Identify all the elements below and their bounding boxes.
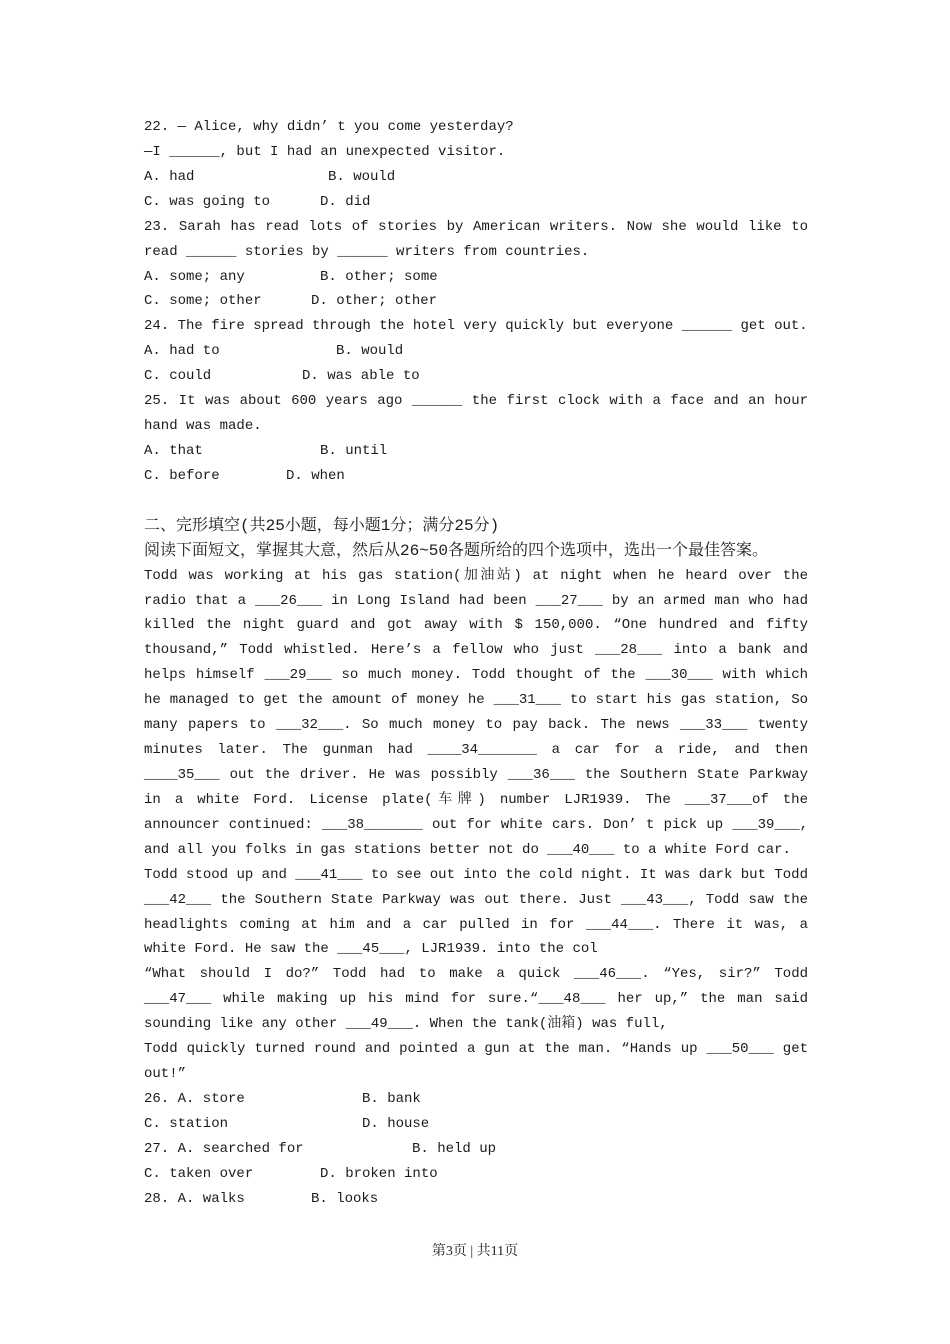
option-b: B. other; some (320, 268, 438, 285)
page-content (144, 115, 808, 1212)
option-b: B. until (320, 442, 388, 459)
option-c: C. station (144, 1115, 229, 1132)
passage-line: helps himself ___29___ so much money. Todd thought of the ___30___ with which (144, 667, 808, 684)
option-a: A. had (144, 168, 195, 185)
passage-line: radio that a ___26___ in Long Island had been ___27___ by an armed man who had (144, 592, 808, 609)
option-row (144, 165, 808, 190)
page-footer (0, 1242, 950, 1262)
option-c: C. was going to (144, 193, 271, 210)
option-d: D. when (286, 467, 345, 484)
option-a: 27. A. searched for (144, 1140, 304, 1157)
option-row (144, 1087, 808, 1112)
page-number: 第3页 | 共11页 (431, 1244, 519, 1259)
passage-line: thousand,” Todd whistled. Here’s a fellow who just ___28___ into a bank and (144, 642, 808, 659)
question-stem-line: 22. — Alice, why didn’ t you come yesterday? (144, 119, 514, 135)
question-stem-line: 24. The fire spread through the hotel very quickly but everyone ______ get out. (144, 318, 808, 335)
option-row (144, 439, 808, 464)
option-c: C. some; other (144, 293, 262, 310)
passage-line: “What should I do?” Todd had to make a quick ___46___. “Yes, sir?” Todd (144, 966, 808, 983)
passage-line: Todd stood up and ___41___ to see out into the cold night. It was dark but Todd (144, 866, 808, 883)
passage-line: ___42___ the Southern State Parkway was out there. Just ___43___, Todd saw the (144, 891, 808, 908)
option-d: D. house (362, 1115, 430, 1132)
section-instructions: 阅读下面短文，掌握其大意，然后从26~50各题所给的四个选项中，选出一个最佳答案。 (144, 541, 769, 560)
option-row (144, 265, 808, 290)
option-row (144, 364, 808, 389)
question-stem-line: read ______ stories by ______ writers from countries. (144, 243, 590, 260)
passage-line: out!” (144, 1066, 187, 1083)
option-row (144, 190, 808, 215)
option-row (144, 464, 808, 489)
question-stem-line: hand was made. (144, 418, 262, 435)
option-b: B. would (336, 343, 404, 360)
passage-line: Todd was working at his gas station(加油站) at night when he heard over the (144, 567, 808, 584)
option-c: C. could (144, 368, 212, 385)
option-b: B. held up (412, 1140, 497, 1157)
question-stem-line: 25. It was about 600 years ago ______ the first clock with a face and an hour (144, 393, 808, 410)
passage-line: killed the night guard and got away with $ 150,000. “One hundred and fifty (144, 617, 808, 634)
option-c: C. before (144, 467, 220, 484)
option-b: B. would (328, 168, 396, 185)
passage-line: announcer continued: ___38_______ out for white cars. Don’ t pick up ___39___, (144, 816, 808, 833)
option-a: A. some; any (144, 268, 245, 285)
question-stem-line: 23. Sarah has read lots of stories by American writers. Now she would like to (144, 218, 808, 235)
passage-line: Todd quickly turned round and pointed a gun at the man. “Hands up ___50___ get (144, 1041, 808, 1058)
option-row (144, 289, 808, 314)
option-d: D. did (320, 193, 371, 210)
passage-line: many papers to ___32___. So much money to pay back. The news ___33___ twenty (144, 717, 808, 734)
section-heading: 二、完形填空(共25小题，每小题1分；满分25分) (144, 516, 500, 535)
passage-line: sounding like any other ___49___. When the tank(油箱) was full, (144, 1016, 668, 1033)
passage-line: in a white Ford. License plate(车牌) number LJR1939. The ___37___of the (144, 791, 808, 808)
spacer (144, 489, 808, 514)
option-d: D. other; other (311, 293, 438, 310)
option-a: A. had to (144, 343, 220, 360)
passage-line: minutes later. The gunman had ____34_______ a car for a ride, and then (144, 742, 808, 759)
passage-line: he managed to get the amount of money he ___31___ to start his gas station, So (144, 692, 808, 709)
option-a: A. that (144, 442, 203, 459)
option-b: B. looks (311, 1190, 379, 1207)
option-row (144, 1112, 808, 1137)
passage-line: headlights coming at him and a car pulled in for ___44___. There it was, a (144, 916, 808, 933)
option-b: B. bank (362, 1090, 421, 1107)
option-a: 26. A. store (144, 1090, 245, 1107)
option-row (144, 1162, 808, 1187)
passage-line: and all you folks in gas stations better not do ___40___ to a white Ford car. (144, 841, 791, 858)
passage-line: ___47___ while making up his mind for sure.“___48___ her up,” the man said (144, 991, 808, 1008)
option-c: C. taken over (144, 1165, 254, 1182)
option-d: D. was able to (302, 368, 420, 385)
passage-line: white Ford. He saw the ___45___, LJR1939. into the col (144, 941, 598, 958)
passage-line: ____35___ out the driver. He was possibly ___36___ the Southern State Parkway (144, 766, 808, 783)
option-row (144, 1187, 808, 1212)
question-stem-line: —I ______, but I had an unexpected visitor. (144, 143, 506, 160)
option-row (144, 1137, 808, 1162)
option-d: D. broken into (320, 1165, 438, 1182)
option-row (144, 339, 808, 364)
option-a: 28. A. walks (144, 1190, 245, 1207)
